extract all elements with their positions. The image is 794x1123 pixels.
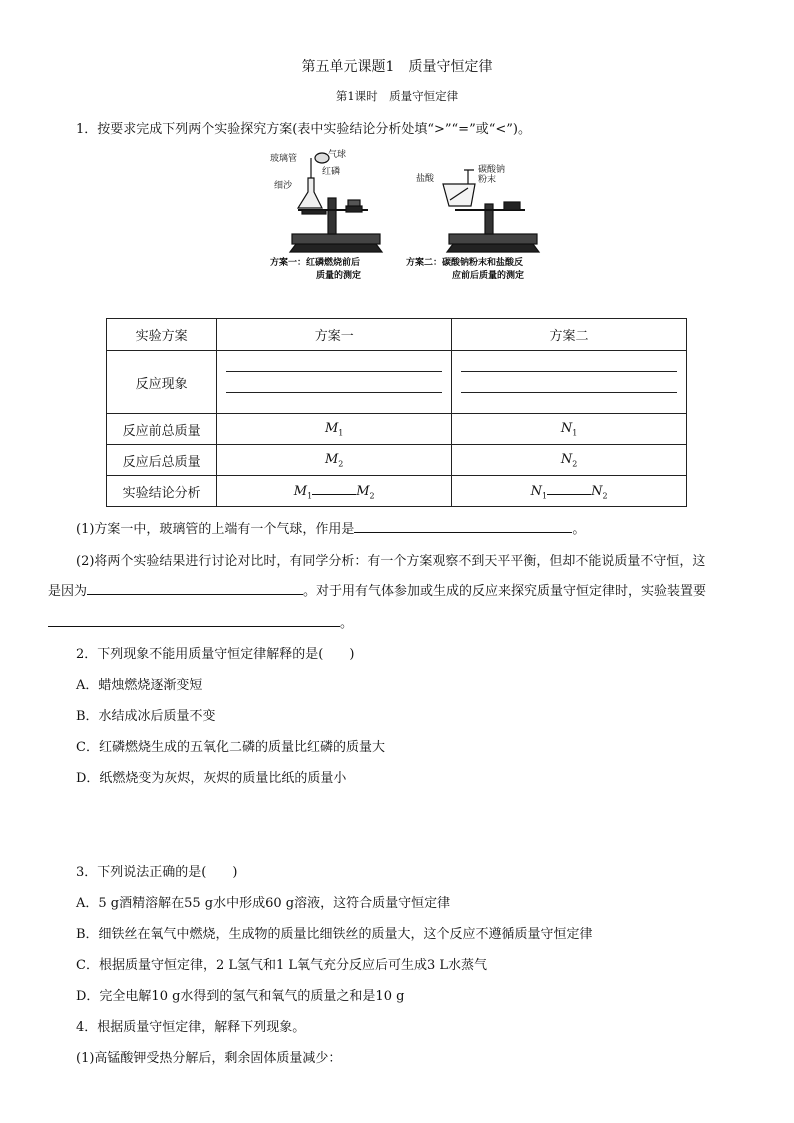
table-header-row [107,319,687,351]
q3-option-b[interactable]: B．细铁丝在氧气中燃烧，生成物的质量比细铁丝的质量大，这个反应不遵循质量守恒定律 [76,927,593,942]
caption-plan2-a: 方案二：碳酸钠粉末和盐酸反 [406,258,524,268]
q3-option-c[interactable]: C．根据质量守恒定律，2 L氢气和1 L氧气充分反应后可生成3 L水蒸气 [76,958,488,973]
label-sand: 细沙 [274,181,293,191]
q2-option-d[interactable]: D．纸燃烧变为灰烬，灰烬的质量比纸的质量小 [76,771,347,786]
q4-stem: 4．根据质量守恒定律，解释下列现象。 [76,1020,306,1035]
mass-cell: $M_2$ [217,445,452,476]
row-label: 反应现象 [107,351,217,414]
table-row [107,476,687,507]
mass-cell: $N_2$ [452,445,687,476]
caption-plan1-b: 质量的测定 [316,271,362,281]
answer-blank-cell[interactable] [217,351,452,414]
q3-option-d[interactable]: D．完全电解10 g水得到的氢气和氧气的质量之和是10 g [76,989,405,1004]
q2-option-a[interactable]: A．蜡烛燃烧逐渐变短 [76,678,203,693]
label-hydrochloric-acid: 盐酸 [416,174,435,184]
label-balloon: 气球 [328,150,347,160]
q2-stem: 2．下列现象不能用质量守恒定律解释的是( ) [76,647,355,662]
conclusion-cell[interactable]: $M_1$ $M_2$ [217,476,452,507]
q2-option-c[interactable]: C．红磷燃烧生成的五氧化二磷的质量比红磷的质量大 [76,740,385,755]
header-cell: 实验方案 [107,319,217,351]
header-cell: 方案一 [217,319,452,351]
q1-stem: 1．按要求完成下列两个实验探究方案(表中实验结论分析处填“>”“=”或“<”)。 [76,122,531,137]
answer-blank-cell[interactable] [452,351,687,414]
label-powder: 粉末 [478,175,497,185]
q1-sub2-line2: 是因为 。对于用有气体参加或生成的反应来探究质量守恒定律时，实验装置要 [48,584,707,599]
caption-plan2-b: 应前后质量的测定 [452,271,525,281]
q3-stem: 3．下列说法正确的是( ) [76,865,238,880]
header-cell: 方案二 [452,319,687,351]
table-row [107,445,687,476]
row-label: 反应后总质量 [107,445,217,476]
q1-sub1: (1)方案一中，玻璃管的上端有一个气球，作用是 。 [76,522,586,537]
table-row [107,351,687,414]
q1-sub2-line3: 。 [48,612,353,631]
conclusion-cell[interactable]: $N_1$ $N_2$ [452,476,687,507]
experiment-table [106,318,687,507]
label-sodium-carbonate: 碳酸钠 [478,165,506,175]
table-row [107,414,687,445]
caption-plan1-a: 方案一：红磷燃烧前后 [270,258,361,268]
q2-option-b[interactable]: B．水结成冰后质量不变 [76,709,216,724]
q3-option-a[interactable]: A．5 g酒精溶解在55 g水中形成60 g溶液，这符合质量守恒定律 [76,896,451,911]
q4-sub1: (1)高锰酸钾受热分解后，剩余固体质量减少： [76,1051,342,1066]
page-subtitle: 第1课时 质量守恒定律 [335,89,459,103]
page-title: 第五单元课题1 质量守恒定律 [301,59,493,75]
row-label: 实验结论分析 [107,476,217,507]
answer-blank[interactable] [87,582,303,595]
label-glass-tube: 玻璃管 [270,154,298,164]
answer-blank[interactable] [48,614,340,627]
answer-blank[interactable] [354,520,572,533]
label-red-phosphorus: 红磷 [322,167,341,177]
mass-cell: $M_1$ [217,414,452,445]
mass-cell: $N_1$ [452,414,687,445]
row-label: 反应前总质量 [107,414,217,445]
experiment-figure [268,148,558,282]
q1-sub2-line1: (2)将两个实验结果进行讨论对比时，有同学分析：有一个方案观察不到天平平衡，但却不能说质量不守恒，这 [76,554,706,569]
